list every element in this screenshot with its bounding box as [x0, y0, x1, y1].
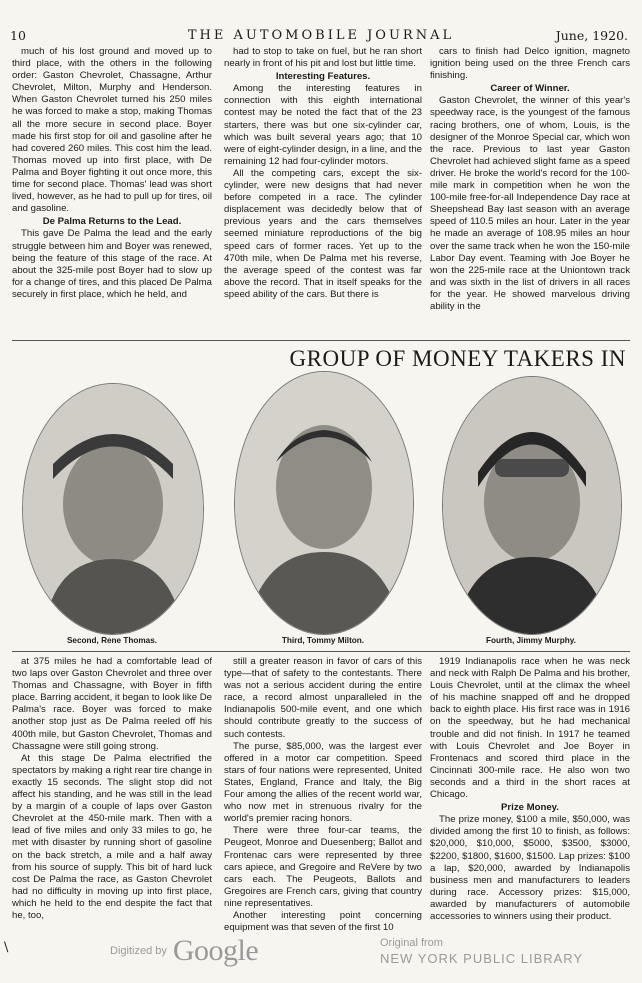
digitized-by-text: Digitized by: [110, 945, 167, 957]
paragraph: had to stop to take on fuel, but he ran short nearly in front of his pit and lost but little time.: [224, 46, 422, 70]
photo-banner-heading: GROUP OF MONEY TAKERS IN: [289, 346, 626, 371]
article-column-3: [430, 46, 630, 336]
library-name: NEW YORK PUBLIC LIBRARY: [380, 951, 584, 966]
article-column-1: [12, 46, 212, 336]
google-logo: Google: [172, 934, 259, 967]
paragraph: There were three four-car teams, the Peugeot, Monroe and Duesenberg; Ballot and Frontenac cars were represented by three cars apiece, and Gregoire and ReVere by two cars each. The Peugeots, Ballots and Gregoires are French cars, giving that country nine representatives.: [224, 825, 422, 909]
article-column-6: [430, 656, 630, 941]
paragraph: This gave De Palma the lead and the early struggle between him and Boyer was renewed, being the feature of this stage of the race. At about the 325-mile post Boyer had to slow up for a change of tires, and this placed De Palma securely in first place, which he held, and: [12, 228, 212, 300]
margin-mark: \: [4, 940, 9, 955]
article-column-2: [224, 46, 422, 336]
article-column-5: [224, 656, 422, 941]
paragraph: 1919 Indianapolis race when he was neck and neck with Ralph De Palma and his brother, Louis Chevrolet, until at the climax the wheel of his machine snapped off and he dropped back to eighth place. His first race was in 1916 on the speedway, but he had mechanical trouble and did not finish. In 1917 he teamed with Louis Chevrolet and Joe Boyer in Frontenacs and scored third place in the Cincinnati 300-mile race. He also won two seconds and a third in the short races at Chicago.: [430, 656, 630, 801]
paragraph: Among the interesting features in connection with this eighth international contest may be noted the fact that of the 23 starters, there was but one six-cylinder car, which was built several years ago; that 10 were of eight-cylinder design, in a line, and the remaining 12 had four-cylinder motors.: [224, 83, 422, 167]
article-column-4: [12, 656, 212, 941]
subheading-career-of-winner: Career of Winner.: [490, 83, 570, 95]
paragraph: still a greater reason in favor of cars of this type—that of safety to the contestants. There was not a serious accident during the entire race, a record almost unparalleled in the Indianapolis 500-mile event, and one which should contribute greatly to the success of such contests.: [224, 656, 422, 740]
paragraph: Gaston Chevrolet, the winner of this year's speedway race, is the youngest of the famous racing brothers, one of whom, Louis, is the designer of the Monroe Special car, which won the race. Previous to last year Gaston Chevrolet had achieved slight fame as a speed driver. He broke the world's record for the 100-mile mark in competition when he won the 100-mile free-for-all Independence Day race at Sheepshead Bay last season with an average speed of 110.5 miles an hour. Later in the year he made an average of 108.95 miles an hour over the same track when he won the 150-mile Labor Day event. Teaming with Joe Boyer he won the 225-mile race at the Uniontown track and was sixth in the list of drivers in all races for the year. He showed marvelous driving ability in the: [430, 95, 630, 312]
paragraph: Another interesting point concerning equipment was that seven of the first 10: [224, 909, 422, 934]
paragraph: at 375 miles he had a comfortable lead of two laps over Gaston Chevrolet and three over Thomas and Chassagne, with Boyer in fifth place. Barring accident, it began to look like De Palma's race. Boyer was forced to make another stop just as De Palma reeled off his 400th mile, but Gaston Chevrolet, Thomas and Chassagne were still going strong.: [12, 656, 212, 752]
original-from-watermark: [380, 937, 630, 966]
digitized-by-watermark: [110, 934, 258, 968]
original-from-text: Original from: [380, 937, 443, 949]
paragraph: The purse, $85,000, was the largest ever offered in a motor car competition. Speed stars of four nations were represented, United States, England, France and Italy, the Big Four among the allies of the recent world war, who now met in strenuous rivalry for the world's premier racing honors.: [224, 740, 422, 825]
section-divider: [12, 340, 630, 341]
issue-date: June, 1920.: [555, 28, 628, 43]
caption-jimmy-murphy: Fourth, Jimmy Murphy.: [486, 636, 576, 645]
portrait-rene-thomas: [22, 383, 204, 635]
portrait-jimmy-murphy: [442, 376, 622, 635]
journal-title: THE AUTOMOBILE JOURNAL: [187, 28, 455, 43]
subheading-prize-money: Prize Money.: [501, 802, 559, 814]
portrait-tommy-milton: [234, 371, 414, 635]
paragraph: much of his lost ground and moved up to third place, with the others in the following order: Gaston Chevrolet, Chassagne, Arthur Chevrolet, Milton, Murphy and Henderson. When Gaston Chevrolet turned his 250 miles he was forced to make a stop, making Thomas all the more secure in second place. Boyer made his first stop for oil and gasoline after he had covered 260 miles. This cost him the lead. Thomas moved up into first place, with De Palma and Boyer fighting it out once more, this time for second place. Thomas' lead was short lived, however, as he had to pull up for tires, oil and gasoline.: [12, 46, 212, 215]
caption-tommy-milton: Third, Tommy Milton.: [281, 636, 365, 645]
paragraph: At this stage De Palma electrified the spectators by making a right rear tire change in exactly 15 seconds. The slight stop did not affect his standing, and he was still in the lead by a margin of a couple of laps over Gaston Chevrolet at the 450-mile mark. Then with a lead of five miles and only 33 miles to go, he met with disaster by running short of gasoline on the back stretch, a mile and a half away from his source of supply. This bit of hard luck cost De Palma the race, as Gaston Chevrolet had no difficulty in moving up into first place, which he held to the end despite the fact that he, too,: [12, 752, 212, 921]
page-number: 10: [10, 28, 26, 43]
paragraph: All the competing cars, except the six-cylinder, were new designs that had never before competed in a race. The cylinder displacement was decidedly below that of previous years and the cars themselves seemed miniature reproductions of the big speed cars of former races. Yet up to the 470th mile, when De Palma met his reverse, the average speed of the contest was far above the record. That in itself speaks for the speed ability of the cars. But there is: [224, 167, 422, 300]
section-divider: [12, 651, 630, 652]
paragraph: cars to finish had Delco ignition, magneto ignition being used on the three French cars finishing.: [430, 46, 630, 82]
caption-rene-thomas: Second, Rene Thomas.: [66, 636, 158, 645]
paragraph: The prize money, $100 a mile, $50,000, was divided among the first 10 to finish, as follows: $20,000, $10,000, $5000, $3500, $3000, $2200, $1800, $1600, $1500. Lap prizes: $100 a lap, $20,000, awarded by Indianapolis business men and manufacturers to leaders during race. Accessory prizes: $15,000, awarded by manufacturers of automobile accessories to winners using their product.: [430, 814, 630, 922]
subheading-interesting-features: Interesting Features.: [275, 71, 371, 83]
subheading-de-palma-returns: De Palma Returns to the Lead.: [42, 216, 182, 228]
